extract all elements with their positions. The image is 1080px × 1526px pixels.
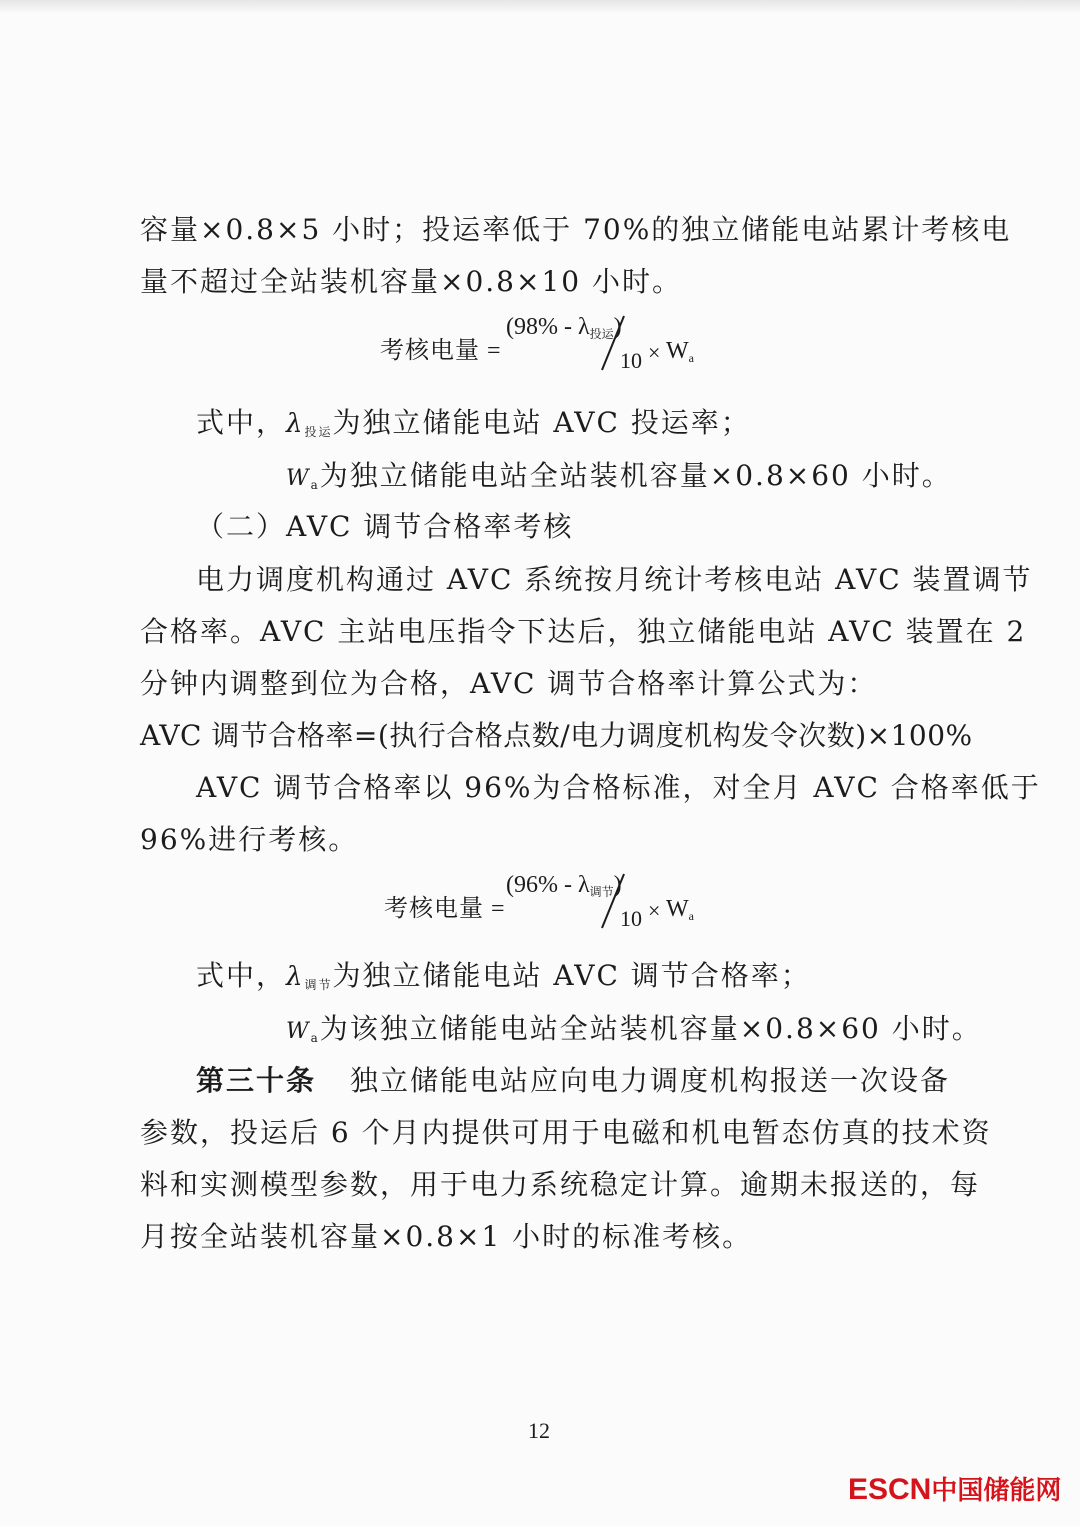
lambda-symbol: λ — [286, 962, 305, 992]
paragraph-line: 料和实测模型参数，用于电力系统稳定计算。逾期未报送的，每 — [140, 1168, 981, 1201]
note-line-wa: $W_a$为独立储能电站全站装机容量×0.8×60 小时。 — [286, 459, 952, 492]
paragraph-line: 月按全站装机容量×0.8×1 小时的标准考核。 — [140, 1220, 753, 1253]
paragraph-line: 分钟内调整到位为合格，AVC 调节合格率计算公式为： — [140, 667, 878, 700]
note-line-lambda-regulation: 式中，$\lambda_{调节}$为独立储能电站 AVC 调节合格率； — [196, 959, 811, 992]
lambda-symbol: λ — [286, 409, 305, 439]
paragraph-line: 96%进行考核。 — [140, 823, 359, 856]
wa-symbol: W — [286, 466, 311, 491]
logo-name: 中国储能网 — [931, 1475, 1062, 1505]
formula-w: $W_a$ — [666, 338, 694, 365]
formula-denominator: 10 — [620, 906, 642, 931]
page-number: 12 — [528, 1418, 550, 1443]
article-30-title: 第三十条 — [196, 1064, 317, 1097]
formula-multiply: × — [648, 340, 661, 365]
formula-label: 考核电量 = — [384, 896, 506, 922]
formula-numerator: $(96\% - \lambda_{调节})$ — [506, 872, 622, 899]
formula-w: $W_a$ — [666, 896, 694, 923]
paragraph-line: 电力调度机构通过 AVC 系统按月统计考核电站 AVC 装置调节 — [196, 563, 1033, 596]
formula-investment-rate — [380, 308, 720, 378]
formula-text-line: AVC 调节合格率=(执行合格点数/电力调度机构发令次数)×100% — [140, 719, 973, 752]
section-heading: （二）AVC 调节合格率考核 — [196, 510, 574, 543]
paragraph-line: 量不超过全站装机容量×0.8×10 小时。 — [140, 265, 682, 298]
paragraph-line: 合格率。AVC 主站电压指令下达后，独立储能电站 AVC 装置在 2 — [140, 615, 1027, 648]
escn-watermark-logo — [848, 1470, 1061, 1507]
formula-multiply: × — [648, 898, 661, 923]
formula-label: 考核电量 = — [380, 338, 502, 364]
formula-regulation-rate — [384, 866, 724, 936]
formula-numerator: $(98\% - \lambda_{投运})$ — [506, 314, 622, 341]
paragraph-line: 参数，投运后 6 个月内提供可用于电磁和机电暂态仿真的技术资 — [140, 1116, 992, 1149]
paragraph-line: AVC 调节合格率以 96%为合格标准，对全月 AVC 合格率低于 — [196, 771, 1041, 804]
formula-denominator: 10 — [620, 348, 642, 373]
logo-brand: ESCN — [848, 1473, 932, 1506]
note-line-wa: $W_a$为该独立储能电站全站装机容量×0.8×60 小时。 — [286, 1012, 982, 1045]
note-line-lambda-investment: 式中，$\lambda_{投运}$为独立储能电站 AVC 投运率； — [196, 406, 751, 439]
wa-symbol: W — [286, 1019, 311, 1044]
article-30-line: 第三十条 独立储能电站应向电力调度机构报送一次设备 — [196, 1064, 951, 1097]
paragraph-line: 容量×0.8×5 小时；投运率低于 70%的独立储能电站累计考核电 — [140, 213, 1012, 246]
